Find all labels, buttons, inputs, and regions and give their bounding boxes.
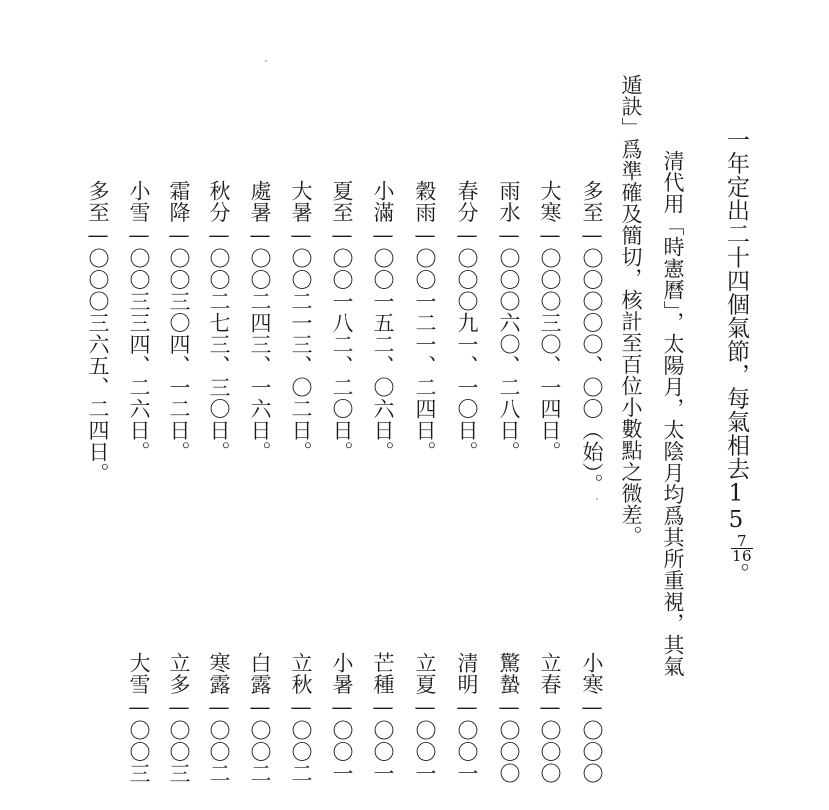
term-right-4: 清明—〇〇一 [455,652,479,784]
heading-text: 一年定出二十四個氣節，每氣相去 [723,128,749,481]
term-right-9: 白露—〇〇二 [248,652,272,784]
fraction-denominator: 16 [731,546,753,565]
term-right-7: 小暑—〇〇一 [330,652,354,784]
term-right-3: 驚蟄—〇〇〇 [497,652,521,784]
heading-fraction-whole: 15 [723,480,749,534]
term-left-7: 夏至—〇〇一八二、二〇日。 [330,180,354,463]
term-left-4: 春分—〇〇〇九一、一〇日。 [455,180,479,463]
term-left-11: 霜降—〇〇三〇四、一二日。 [167,180,191,463]
term-left-10: 秋分—〇〇二七三、三〇日。 [207,180,231,463]
term-left-13: 多至—〇〇〇三六五、二四日。 [86,180,110,484]
term-left-8: 大暑—〇〇二一三、〇二日。 [289,180,313,463]
scan-speck [265,60,267,62]
term-left-9: 處暑—〇〇二四三、一六日。 [248,180,272,463]
fraction-numerator: 7 [731,534,753,549]
heading-fraction [731,531,753,565]
scan-speck [596,498,598,500]
term-left-6: 小滿—〇〇一五二、〇六日。 [371,180,395,463]
paragraph-line-1: 清代用「時憲曆」，太陽月，太陰月均爲其所重視，其氣 [661,150,685,677]
term-right-6: 芒種—〇〇一 [371,652,395,784]
term-left-12: 小雪—〇〇三三四、二六日。 [127,180,151,463]
heading-period: 。 [723,562,749,586]
term-left-3: 雨水—〇〇〇六〇、二八日。 [497,180,521,463]
heading-line [722,128,753,586]
term-left-5: 穀雨—〇〇一二一、二四日。 [413,180,437,463]
paragraph-line-2: 遁訣」爲準確及簡切，核計至百位小數點之微差。 [619,74,643,547]
term-right-8: 立秋—〇〇二 [289,652,313,784]
term-left-1: 多至—〇〇〇〇〇、〇〇（始）。 [580,180,604,495]
term-right-10: 寒露—〇〇二 [207,652,231,784]
term-right-11: 立多—〇〇三 [167,652,191,784]
term-right-12: 大雪—〇〇三 [127,652,151,784]
term-right-1: 小寒—〇〇〇 [580,652,604,784]
term-right-5: 立夏—〇〇一 [413,652,437,784]
term-left-2: 大寒—〇〇〇三〇、一四日。 [538,180,562,463]
term-right-2: 立春—〇〇〇 [538,652,562,784]
